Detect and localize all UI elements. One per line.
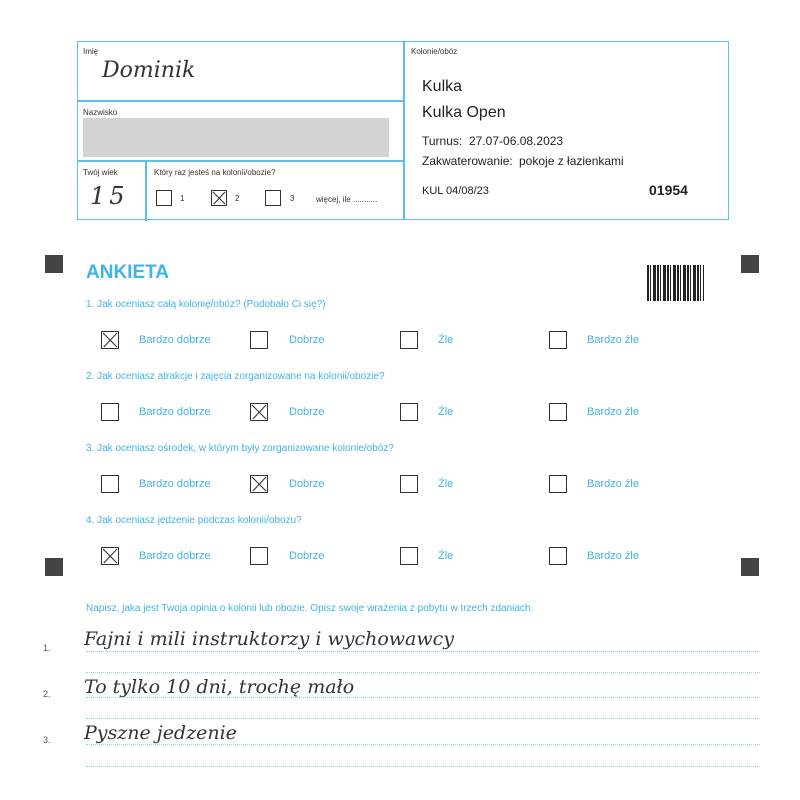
q2-option-3-checkbox[interactable] [400,403,418,421]
question-4: 4. Jak oceniasz jedzenie podczas kolonii/obozu? [86,515,302,526]
q1-option-4-checkbox[interactable] [549,331,567,349]
camp-label: Kolonie/obóz [411,47,458,56]
answer-number-3: 3. [43,735,51,745]
answer-line-1 [86,651,760,652]
times-checkbox-3[interactable] [265,190,281,206]
camp-program: Kulka Open [422,104,506,121]
answer-text-1[interactable]: Fajni i mili instruktorzy i wychowawcy [84,628,454,650]
camp-code: KUL 04/08/23 [422,185,489,197]
answer-number-2: 2. [43,689,51,699]
q4-option-2-label: Dobrze [289,550,325,562]
header-form [77,41,729,220]
question-1: 1. Jak oceniasz całą kolonię/obóz? (Podobało Ci się?) [86,299,326,310]
header-divider [403,42,405,219]
q3-option-4-checkbox[interactable] [549,475,567,493]
q4-option-3-label: Źle [438,550,454,562]
q3-option-2-label: Dobrze [289,478,325,490]
registration-marker [741,255,759,273]
q4-option-3-checkbox[interactable] [400,547,418,565]
times-option-2: 2 [235,194,240,203]
times-label: Który raz jesteś na kolonii/obozie? [154,168,276,177]
times-option-1: 1 [180,194,185,203]
answer-number-1: 1. [43,643,51,653]
name-label: Imię [83,47,99,56]
q3-option-3-label: Źle [438,478,454,490]
q3-option-1-checkbox[interactable] [101,475,119,493]
q1-option-1-checkbox[interactable] [101,331,119,349]
check-mark-icon [251,404,267,420]
surname-label: Nazwisko [83,108,118,117]
form-number: 01954 [649,182,688,198]
q1-option-2-label: Dobrze [289,334,325,346]
question-3: 3. Jak oceniasz ośrodek, w którym były zorganizowane kolonie/obóz? [86,443,394,454]
survey-title: ANKIETA [86,262,170,283]
registration-marker [45,558,63,576]
header-divider [145,160,147,221]
q1-option-1-label: Bardzo dobrze [139,334,211,346]
name-value[interactable]: Dominik [102,58,196,83]
q2-option-2-label: Dobrze [289,406,325,418]
answer-text-3[interactable]: Pyszne jedzenie [84,722,237,744]
q2-option-1-checkbox[interactable] [101,403,119,421]
q4-option-4-checkbox[interactable] [549,547,567,565]
answer-line-3 [86,744,760,745]
turnus-value: 27.07-06.08.2023 [469,134,564,148]
accommodation-value: pokoje z łazienkami [519,154,624,168]
barcode [647,265,704,301]
answer-line-spacer [86,766,760,767]
q2-option-2-checkbox[interactable] [250,403,268,421]
camp-name: Kulka [422,78,463,95]
check-mark-icon [102,548,118,564]
q3-option-2-checkbox[interactable] [250,475,268,493]
turnus-label: Turnus: [422,134,463,148]
opinion-prompt: Napisz, jaka jest Twoja opinia o kolonii lub obozie. Opisz swoje wrażenia z pobytu w trzech zdaniach. [86,603,534,614]
registration-marker [741,558,759,576]
age-label: Twój wiek [83,168,118,177]
q1-option-2-checkbox[interactable] [250,331,268,349]
q1-option-3-checkbox[interactable] [400,331,418,349]
registration-marker [45,255,63,273]
times-option-3: 3 [290,194,295,203]
check-mark-icon [102,332,118,348]
q3-option-4-label: Bardzo źle [587,478,639,490]
answer-line-spacer [86,672,760,673]
q4-option-4-label: Bardzo źle [587,550,639,562]
q1-option-4-label: Bardzo źle [587,334,639,346]
q2-option-4-checkbox[interactable] [549,403,567,421]
q1-option-3-label: Źle [438,334,454,346]
check-mark-icon [251,476,267,492]
header-divider [78,100,404,102]
q4-option-1-checkbox[interactable] [101,547,119,565]
accommodation-label: Zakwaterowanie: [422,154,513,168]
times-checkbox-2[interactable] [211,190,227,206]
q4-option-1-label: Bardzo dobrze [139,550,211,562]
q3-option-1-label: Bardzo dobrze [139,478,211,490]
surname-redaction [83,118,389,157]
check-mark-icon [212,191,226,205]
q2-option-3-label: Źle [438,406,454,418]
times-more: więcej, ile ........... [316,195,378,204]
q2-option-1-label: Bardzo dobrze [139,406,211,418]
answer-line-spacer [86,718,760,719]
question-2: 2. Jak oceniasz atrakcje i zajęcia zorganizowane na kolonii/obozie? [86,371,385,382]
times-checkbox-1[interactable] [156,190,172,206]
header-divider [78,160,404,162]
q3-option-3-checkbox[interactable] [400,475,418,493]
age-value[interactable]: 15 [90,182,129,210]
q2-option-4-label: Bardzo źle [587,406,639,418]
answer-line-2 [86,697,760,698]
answer-text-2[interactable]: To tylko 10 dni, trochę mało [84,676,355,698]
q4-option-2-checkbox[interactable] [250,547,268,565]
